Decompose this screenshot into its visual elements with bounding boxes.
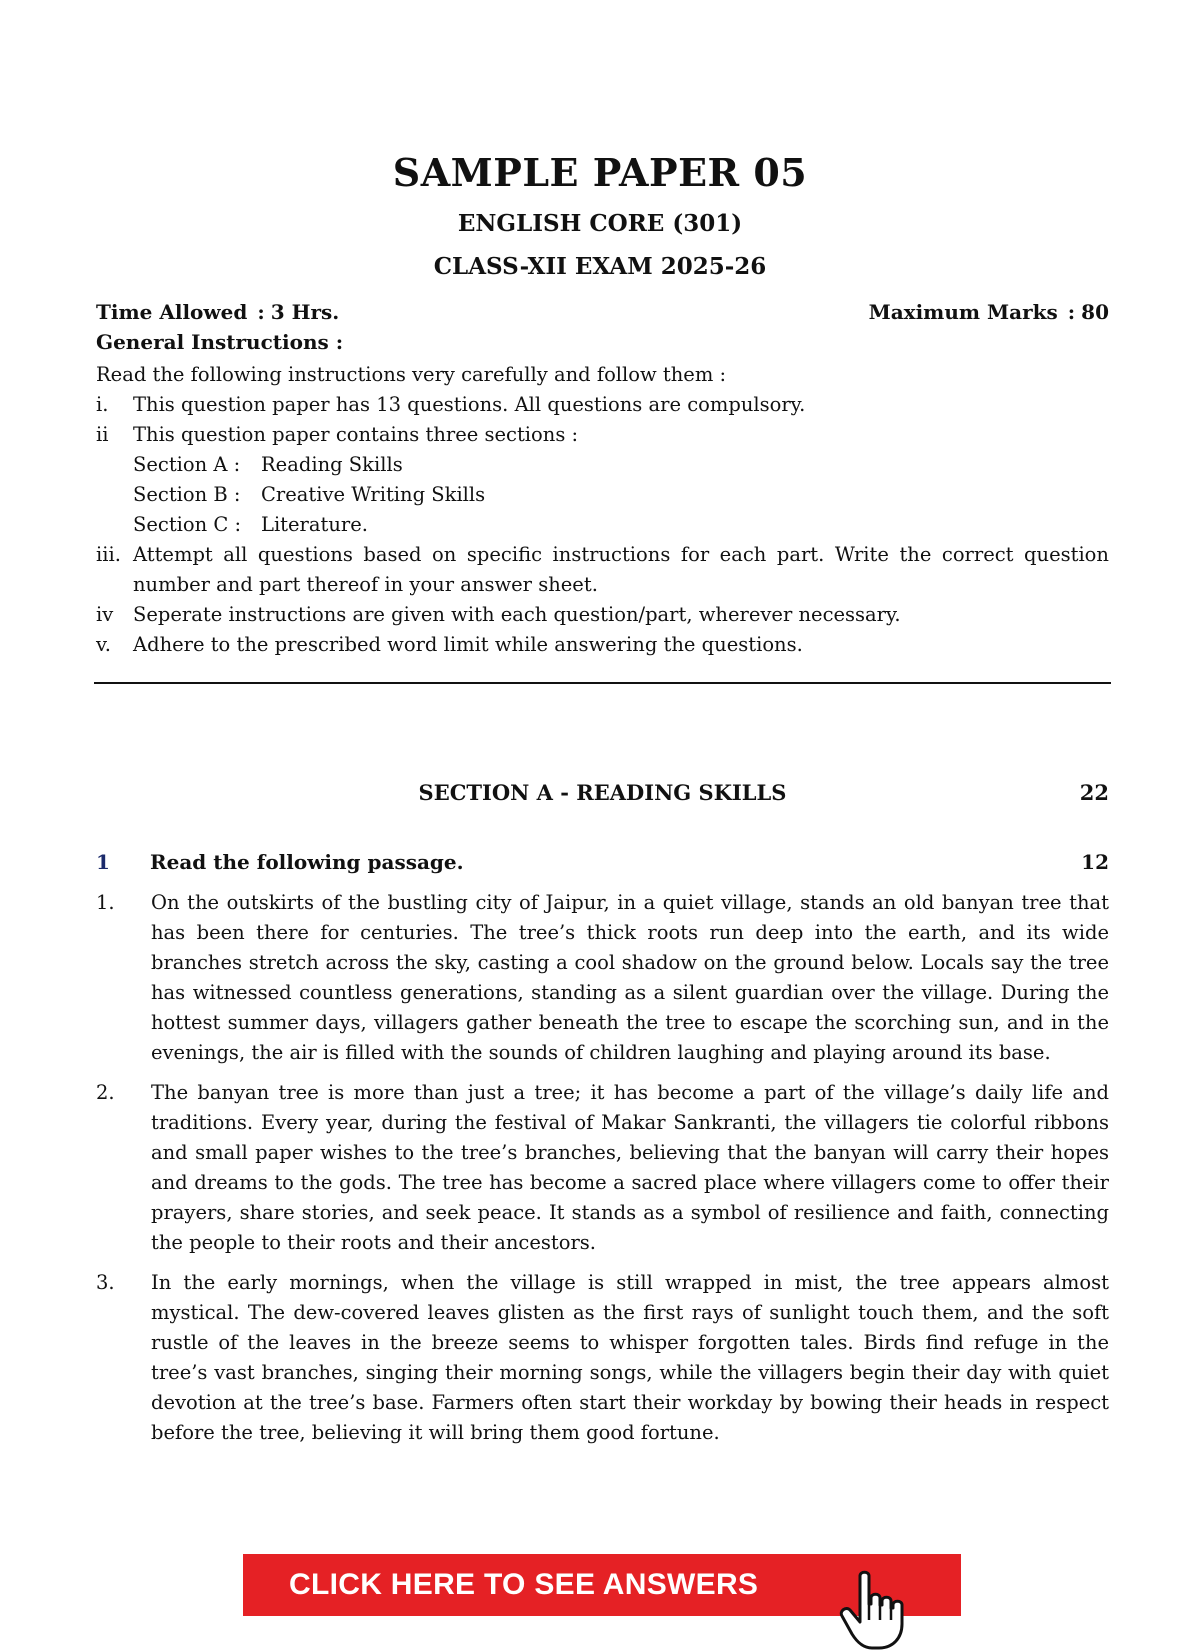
exam-meta bbox=[96, 300, 1109, 324]
question-text: Read the following passage. bbox=[150, 850, 464, 874]
paragraph-number: 1. bbox=[96, 891, 115, 914]
instruction-item bbox=[96, 540, 1109, 600]
maximum-marks: Maximum Marks : 80 bbox=[868, 300, 1109, 324]
passage-paragraph bbox=[96, 888, 1109, 1068]
paragraph-text: In the early mornings, when the village is still wrapped in mist, the tree appears almost mystical. The dew-covered leaves glisten as the first rays of sunlight touch them, and the soft rustle of the leaves in the breeze seems to whisper forgotten tales. Birds find refuge in the tree’s vast branches, singing their morning songs, while the villagers begin their day with quiet devotion at the tree’s base. Farmers often start their workday by bowing their heads in respect before the tree, believing it will bring them good fortune. bbox=[151, 1271, 1109, 1444]
instructions-intro: Read the following instructions very carefully and follow them : bbox=[96, 363, 727, 386]
instructions-list bbox=[96, 360, 1109, 660]
instruction-number: v. bbox=[96, 633, 111, 656]
subject-title: ENGLISH CORE (301) bbox=[457, 210, 743, 237]
see-answers-label: CLICK HERE TO SEE ANSWERS bbox=[289, 1568, 759, 1601]
instruction-item bbox=[96, 420, 1109, 450]
marks-value: 80 bbox=[1081, 300, 1109, 324]
paragraph-text: On the outskirts of the bustling city of Jaipur, in a quiet village, stands an old banyan tree that has been there for centuries. The tree’s thick roots run deep into the earth, and its wide branches stretch across the sky, casting a cool shadow on the ground below. Locals say the tree has witnessed countless generations, standing as a silent guardian over the village. During the hottest summer days, villagers gather beneath the tree to escape the scorching sun, and in the evenings, the air is filled with the sounds of children laughing and playing around its base. bbox=[151, 891, 1109, 1064]
passage-paragraph bbox=[96, 1268, 1109, 1448]
section-a-title: SECTION A - READING SKILLS bbox=[418, 780, 787, 805]
section-entry-label: Section C : bbox=[133, 513, 242, 536]
instruction-number: ii bbox=[96, 423, 109, 446]
instruction-text: This question paper has 13 questions. All questions are compulsory. bbox=[133, 393, 806, 416]
paragraph-text: The banyan tree is more than just a tree; it has become a part of the village’s daily life and traditions. Every year, during the festival of Makar Sankranti, the villagers tie colorful ribbons and small paper wishes to the tree’s branches, believing that the banyan will carry their hopes and dreams to the gods. The tree has become a sacred place where villagers come to offer their prayers, share stories, and seek peace. It stands as a symbol of resilience and faith, connecting the people to their roots and their ancestors. bbox=[151, 1081, 1109, 1254]
question-number: 1 bbox=[96, 850, 110, 874]
instruction-text: Adhere to the prescribed word limit while answering the questions. bbox=[133, 633, 803, 656]
section-entry-value: Reading Skills bbox=[261, 453, 403, 476]
marks-label: Maximum Marks bbox=[868, 300, 1058, 324]
instruction-number: iii. bbox=[96, 543, 121, 566]
paragraph-number: 2. bbox=[96, 1081, 115, 1104]
instruction-text: Seperate instructions are given with each question/part, wherever necessary. bbox=[133, 603, 901, 626]
section-entry-label: Section A : bbox=[133, 453, 241, 476]
instruction-item bbox=[96, 600, 1109, 630]
instruction-item bbox=[96, 630, 1109, 660]
general-instructions-heading: General Instructions : bbox=[96, 330, 344, 354]
instruction-text: Attempt all questions based on specific instructions for each part. Write the correct question number and part thereof in your answer sheet. bbox=[133, 543, 1109, 596]
instruction-text: This question paper contains three sections : bbox=[133, 423, 579, 446]
pointing-hand-icon[interactable] bbox=[838, 1570, 908, 1650]
class-exam-line: CLASS-XII EXAM 2025-26 bbox=[433, 253, 767, 280]
passage-paragraph bbox=[96, 1078, 1109, 1258]
instruction-item bbox=[96, 390, 1109, 420]
instruction-number: i. bbox=[96, 393, 109, 416]
time-value: 3 Hrs. bbox=[270, 300, 340, 324]
paragraph-number: 3. bbox=[96, 1271, 115, 1294]
reading-passage bbox=[96, 888, 1109, 1458]
section-entry-value: Literature. bbox=[261, 513, 368, 536]
section-entry bbox=[96, 450, 1109, 480]
section-entry-value: Creative Writing Skills bbox=[261, 483, 486, 506]
section-entry bbox=[96, 480, 1109, 510]
time-label: Time Allowed bbox=[96, 300, 248, 324]
section-a-marks: 22 bbox=[1079, 780, 1109, 805]
instruction-number: iv bbox=[96, 603, 114, 626]
section-entry-label: Section B : bbox=[133, 483, 241, 506]
section-entry bbox=[96, 510, 1109, 540]
paper-title: SAMPLE PAPER 05 bbox=[392, 150, 808, 195]
question-marks: 12 bbox=[1081, 850, 1109, 874]
divider bbox=[94, 682, 1111, 684]
time-allowed: Time Allowed : 3 Hrs. bbox=[96, 300, 340, 324]
